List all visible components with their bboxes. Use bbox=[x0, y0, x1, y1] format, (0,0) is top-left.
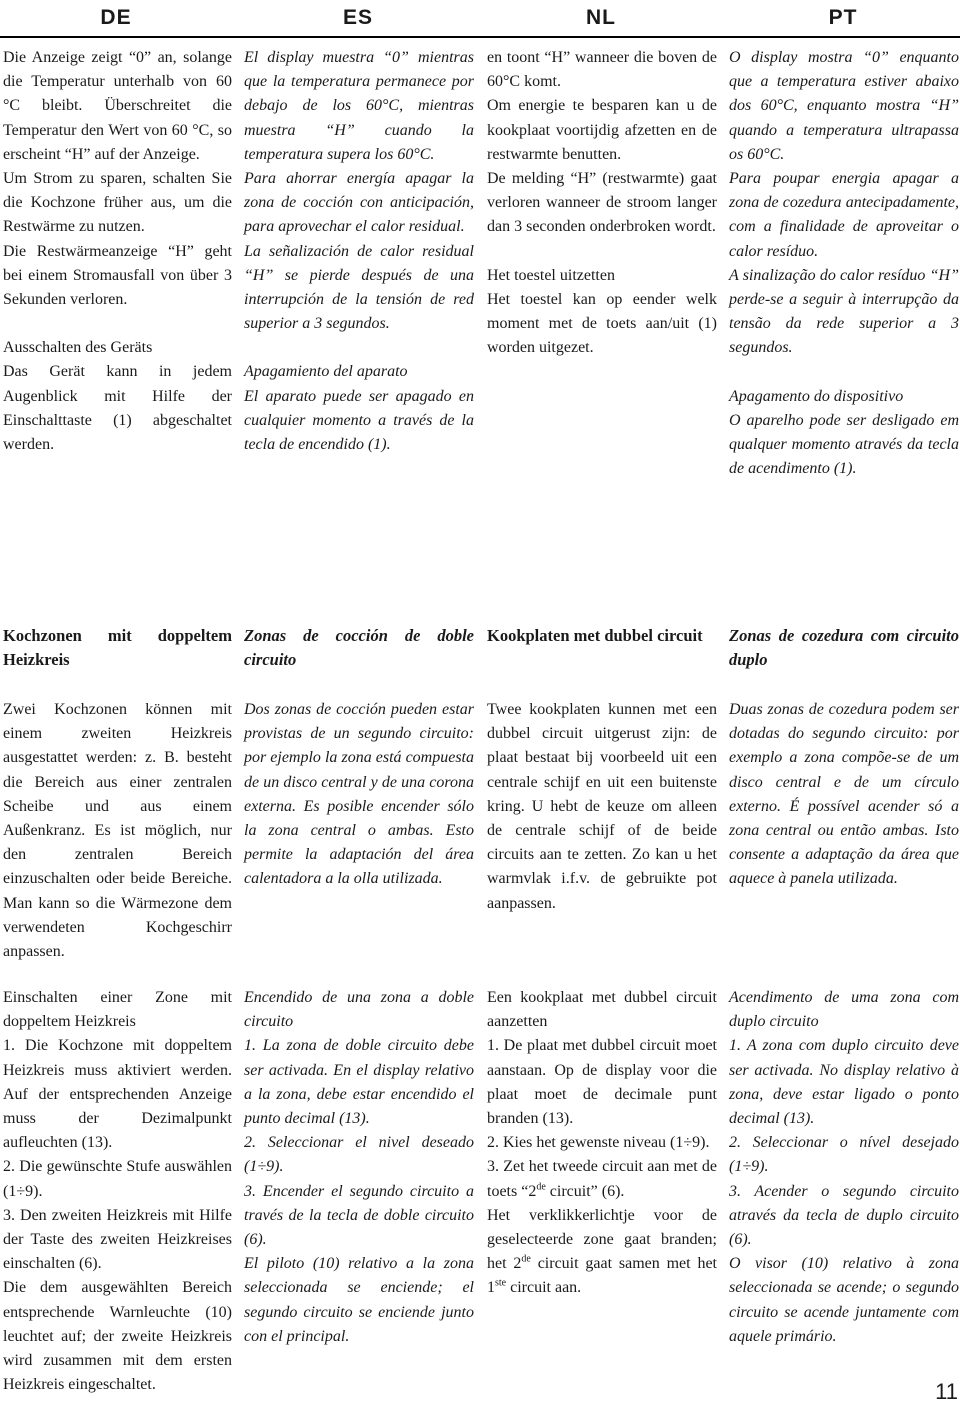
activation-section-pt bbox=[729, 986, 959, 1349]
paragraph: Para poupar energia apagar a zona de cozedura antecipadamente, com a finalidade de aproveitar o calor resíduo. bbox=[729, 170, 959, 260]
activation-section-nl bbox=[487, 986, 717, 1301]
paragraph: Die Anzeige zeigt “0” an, solange die Temperatur unterhalb von 60 °C bleibt. Überschreitet die Temperatur den Wert von 60 °C, so erscheint “H” auf der Anzeige. bbox=[3, 49, 232, 163]
spacer bbox=[3, 312, 232, 336]
subheading: Een kookplaat met dubbel circuit aanzetten bbox=[487, 989, 717, 1031]
step-1: 1. Die Kochzone mit doppeltem Heizkreis muss aktiviert werden. Auf der entsprechenden Anzeige muss der Dezimalpunkt aufleuchten (13). bbox=[3, 1037, 232, 1152]
superscript-de: de bbox=[536, 1181, 546, 1193]
column-header-pt: PT bbox=[828, 6, 858, 29]
step-2: 2. Seleccionar el nivel deseado (1÷9). bbox=[244, 1134, 474, 1176]
subheading: Acendimento de uma zona com duplo circuito bbox=[729, 989, 959, 1031]
step-2: 2. Seleccionar o nível desejado (1÷9). bbox=[729, 1134, 959, 1176]
paragraph: Het toestel kan op eender welk moment met de toets aan/uit (1) worden uitgezet. bbox=[487, 290, 717, 357]
light-text-tail: circuit aan. bbox=[506, 1279, 582, 1297]
paragraph bbox=[487, 1204, 717, 1301]
subheading: Einschalten einer Zone mit doppeltem Heizkreis bbox=[3, 989, 232, 1031]
subheading: Het toestel uitzetten bbox=[487, 266, 615, 284]
spacer bbox=[487, 240, 717, 264]
step-3: 3. Acender o segundo circuito através da tecla de duplo circuito (6). bbox=[729, 1182, 959, 1249]
paragraph: La señalización de calor residual “H” se pierde después de una interrupción de la tensión de red superior a 3 segundos. bbox=[244, 242, 474, 333]
step-3-text: 3. Zet het tweede circuit aan met de toets “2 bbox=[487, 1158, 717, 1200]
light-text: Het verklikkerlichtje voor de geselecteerde zone gaat branden; het 2 bbox=[487, 1206, 717, 1273]
section-title-nl: Kookplaten met dubbel circuit bbox=[487, 626, 703, 645]
spacer bbox=[244, 336, 474, 360]
intro-section-nl bbox=[487, 46, 717, 360]
intro-section-de bbox=[3, 46, 232, 457]
step-2: 2. Die gewünschte Stufe auswählen (1÷9). bbox=[3, 1158, 232, 1200]
step-3 bbox=[487, 1155, 717, 1203]
activation-section-de bbox=[3, 986, 232, 1397]
superscript-ste: ste bbox=[495, 1278, 507, 1290]
intro-section-pt bbox=[729, 46, 959, 481]
section-title-pt: Zonas de cozedura com circuito duplo bbox=[729, 626, 959, 670]
paragraph: Das Gerät kann in jedem Augenblick mit Hilfe der Einschalttaste (1) abgeschaltet werden. bbox=[3, 363, 232, 454]
paragraph: O visor (10) relativo à zona seleccionada se acende; o segundo circuito se acende juntamente com aquele primário. bbox=[729, 1255, 959, 1345]
paragraph: Die Restwärmeanzeige “H” geht bei einem Stromausfall von über 3 Sekunden verloren. bbox=[3, 242, 232, 309]
step-2: 2. Kies het gewenste niveau (1÷9). bbox=[487, 1134, 710, 1152]
paragraph: El piloto (10) relativo a la zona seleccionada se enciende; el segundo circuito se enciende junto con el principal. bbox=[244, 1255, 474, 1345]
step-1: 1. De plaat met dubbel circuit moet aanstaan. Op de display voor die plaat moet de decimale punt branden (13). bbox=[487, 1037, 717, 1128]
superscript-de: de bbox=[521, 1253, 531, 1265]
paragraph: en toont “H” wanneer die boven de 60°C komt. bbox=[487, 49, 717, 91]
paragraph: Die dem ausgewählten Bereich entsprechende Warnleuchte (10) leuchtet auf; der zweite Heizkreis wird zusammen mit dem ersten Heizkreis eingeschaltet. bbox=[3, 1279, 232, 1394]
column-header-nl: NL bbox=[586, 6, 616, 29]
paragraph: Om energie te besparen kan u de kookplaat voortijdig afzetten en de restwarmte benutten. bbox=[487, 97, 717, 163]
paragraph: O aparelho pode ser desligado em qualquer momento através da tecla de acendimento (1). bbox=[729, 411, 959, 478]
paragraph: O display mostra “0” enquanto que a temperatura estiver abaixo dos 60°C, enquanto mostra “H” quando a temperatura ultrapassa os 60°C. bbox=[729, 49, 959, 163]
step-1: 1. La zona de doble circuito debe ser activada. En el display relativo a la zona, debe estar encendido el punto decimal (13). bbox=[244, 1037, 474, 1128]
dual-circuit-body-es: Dos zonas de cocción pueden estar provistas de un segundo circuito: por ejemplo la zona está compuesta de un disco central y de una corona externa. Es posible encender sólo la zona central o ambas. Esto permite la adaptación del área calentadora a la olla utilizada. bbox=[244, 701, 474, 888]
column-header-de: DE bbox=[100, 6, 132, 29]
paragraph: El aparato puede ser apagado en cualquier momento a través de la tecla de encendido (1). bbox=[244, 387, 474, 454]
activation-section-es bbox=[244, 986, 474, 1349]
paragraph: A sinalização do calor resíduo “H” perde-se a seguir à interrupção da tensão da rede superior a 3 segundos. bbox=[729, 266, 959, 357]
intro-section-es bbox=[244, 46, 474, 457]
paragraph: Um Strom zu sparen, schalten Sie die Kochzone früher aus, um die Restwärme zu nutzen. bbox=[3, 170, 232, 236]
dual-circuit-body-nl: Twee kookplaten kunnen met een dubbel circuit uitgerust zijn: de plaat bestaat bij voorbeeld uit een centrale schijf en uit een buitenste kring. U hebt de keuze om alleen de centrale schijf of de beide circuits aan te zetten. Zo kan u het warmvlak i.f.v. de gebruikte pot aanpassen. bbox=[487, 701, 717, 912]
spacer bbox=[729, 361, 959, 385]
dual-circuit-body-pt: Duas zonas de cozedura podem ser dotadas do segundo circuito: por exemplo a zona compõe-se de um disco central e de um círculo externo. É possível acender só a zona central ou então ambas. Isto consente a adaptação da área que aquece à panela utilizada. bbox=[729, 701, 959, 888]
step-3-tail: circuit” (6). bbox=[545, 1182, 625, 1200]
paragraph: El display muestra “0” mientras que la temperatura permanece por debajo de los 60°C, mientras muestra “H” cuando la temperatura supera los 60°C. bbox=[244, 49, 474, 163]
dual-circuit-body-de: Zwei Kochzonen können mit einem zweiten Heizkreis ausgestattet werden: z. B. besteht die Bereich aus einer zentralen Scheibe und aus einem Außenkranz. Es ist möglich, nur den zentralen Bereich einzuschalten oder beide Bereiche. Man kann so die Wärmezone dem verwendeten Kochgeschirr anpassen. bbox=[3, 701, 232, 961]
column-header-es: ES bbox=[342, 6, 373, 29]
subheading: Ausschalten des Geräts bbox=[3, 339, 153, 357]
page-number: 11 bbox=[935, 1379, 958, 1404]
step-3: 3. Den zweiten Heizkreis mit Hilfe der Taste des zweiten Heizkreises einschalten (6). bbox=[3, 1206, 232, 1273]
section-title-de: Kochzonen mit doppeltem Heizkreis bbox=[3, 626, 232, 670]
header-divider bbox=[0, 36, 960, 38]
paragraph: Para ahorrar energía apagar la zona de cocción con anticipación, para aprovechar el calor residual. bbox=[244, 170, 474, 236]
subheading: Apagamento do dispositivo bbox=[729, 387, 904, 405]
step-1: 1. A zona com duplo circuito deve ser activada. No display relativo à zona, deve estar ligado o ponto decimal (13). bbox=[729, 1037, 959, 1128]
section-title-es: Zonas de cocción de doble circuito bbox=[244, 626, 474, 670]
step-3: 3. Encender el segundo circuito a través de la tecla de doble circuito (6). bbox=[244, 1182, 474, 1249]
light-text-mid: circuit gaat samen met het 1 bbox=[487, 1255, 717, 1297]
subheading: Apagamiento del aparato bbox=[244, 363, 408, 381]
paragraph: De melding “H” (restwarmte) gaat verloren wanneer de stroom langer dan 3 seconden onderbroken wordt. bbox=[487, 170, 717, 236]
subheading: Encendido de una zona a doble circuito bbox=[244, 989, 474, 1031]
